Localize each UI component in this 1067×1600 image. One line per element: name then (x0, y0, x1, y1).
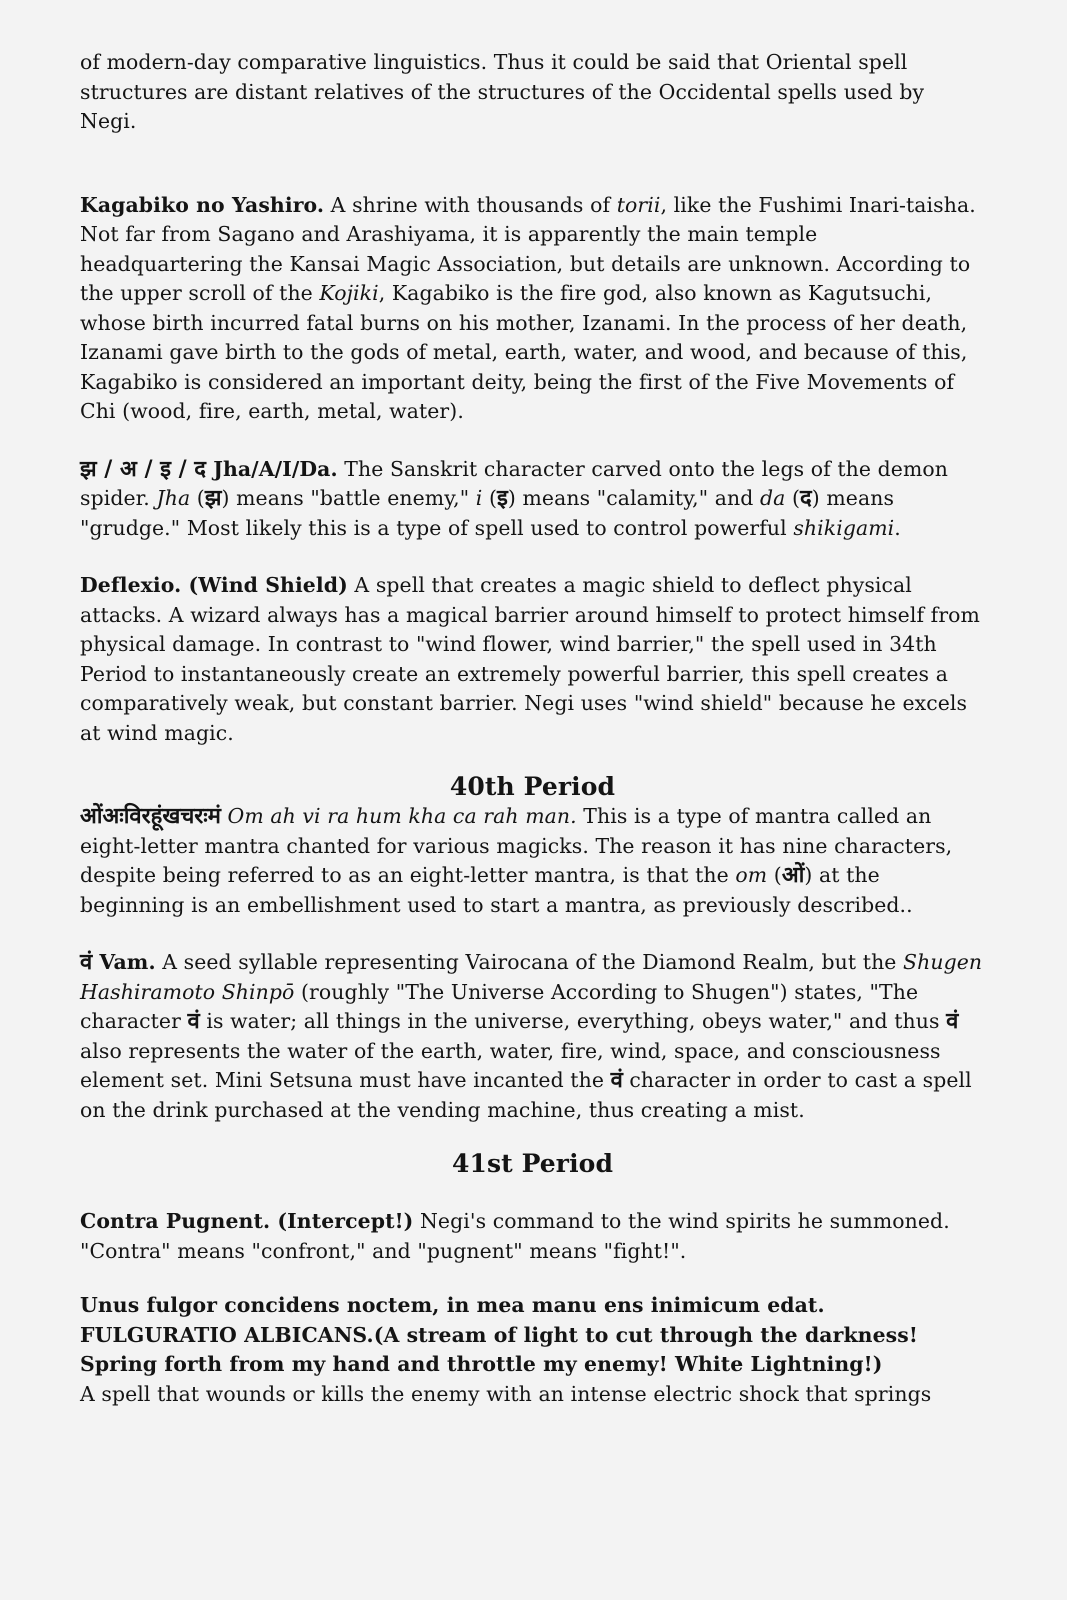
jha-text-c: ) means "battle enemy," (221, 486, 476, 510)
da-word: da (759, 486, 786, 510)
kagabiko-text-a: A shrine with thousands of (324, 192, 617, 217)
kagabiko-term: Kagabiko no Yashiro. (80, 192, 325, 217)
vam-text-d: also represents the water of the earth, water, fire, wind, space, and consciousness element set. Mini Setsuna must have incanted the (80, 1038, 941, 1092)
vam-text-b: (roughly "The Universe According to Shugen") states, "The character (80, 979, 919, 1033)
kagabiko-text-b: , like the Fushimi Inari-taisha. Not far from Sagano and Arashiyama, it is apparently the main temple headquartering the Kansai Magic Association, but details are unknown. According to the upper scroll of the (80, 192, 976, 305)
om-glyph: ओं (781, 862, 805, 888)
vam-text-c: is water; all things in the universe, everything, obeys water," and thus (199, 1009, 947, 1033)
unus-line-3: Spring forth from my hand and throttle my enemy! White Lightning!) (80, 1352, 883, 1376)
mantra-text-b: ( (767, 863, 782, 887)
shikigami-word: shikigami (793, 515, 895, 540)
vam-book-title: Shugen Hashiramoto Shinpō (80, 950, 983, 1004)
vam-glyph: वं (80, 949, 93, 975)
contra-entry (80, 1207, 985, 1266)
mantra-text-a: This is a type of mantra called an eight-letter mantra chanted for various magicks. The reason it has nine characters, despite being referred to as an eight-letter mantra, is that the (80, 804, 953, 887)
period-41-heading: 41st Period (451, 1149, 614, 1178)
i-word: i (475, 486, 483, 510)
vam-entry (80, 948, 985, 1125)
i-glyph: इ (497, 485, 508, 511)
mantra-romanized: Om ah vi ra hum kha ca rah man. (227, 804, 577, 828)
jha-text-e: ) means "calamity," and (507, 486, 760, 510)
jha-text-b: ( (190, 486, 205, 510)
period-40-heading: 40th Period (449, 772, 616, 801)
unus-text: A spell that wounds or kills the enemy with an intense electric shock that springs (80, 1381, 932, 1406)
jha-entry (80, 455, 985, 544)
jha-text-h: . (894, 515, 901, 540)
jha-text-g: ) means "grudge." Most likely this is a type of spell used to control powerful (80, 486, 895, 540)
vam-text-e: character in order to cast a spell on the drink purchased at the vending machine, thus creating a mist. (80, 1068, 972, 1122)
mantra-glyphs: ओंअःविरहूंखचरःमं (80, 803, 221, 829)
mantra-entry (80, 802, 985, 920)
deflexio-term: Deflexio. (Wind Shield) (80, 573, 348, 597)
vam-glyph-4: वं (610, 1067, 623, 1093)
unus-line-2: FULGURATIO ALBICANS.(A stream of light to cut through the darkness! (80, 1322, 918, 1347)
jha-glyph: झ (204, 485, 222, 511)
contra-term: Contra Pugnent. (Intercept!) (80, 1209, 414, 1233)
jha-a-i-da-glyphs: झ / अ / इ / द (80, 455, 206, 482)
kagabiko-kojiki: Kojiki (319, 281, 379, 305)
jha-text-a: The Sanskrit character carved onto the legs of the demon spider. (80, 456, 949, 510)
om-word: om (735, 863, 768, 887)
jha-word: Jha (156, 486, 191, 510)
contra-text: Negi's command to the wind spirits he summoned. "Contra" means "confront," and "pugnent" means "fight!". (80, 1209, 950, 1263)
jha-text-d: ( (482, 486, 498, 510)
deflexio-text: A spell that creates a magic shield to deflect physical attacks. A wizard always has a magical barrier around himself to protect himself from physical damage. In contrast to "wind flower, wind barrier," the spell used in 34th Period to instantaneously create an extremely powerful barrier, this spell creates a comparatively weak, but constant barrier. Negi uses "wind shield" because he excels at wind magic. (80, 573, 980, 745)
vam-text-a: A seed syllable representing Vairocana of the Diamond Realm, but the (155, 950, 904, 974)
jha-term: Jha/A/I/Da. (206, 456, 338, 481)
kagabiko-torii: torii (616, 192, 661, 217)
unus-entry (80, 1291, 985, 1409)
unus-line-1: Unus fulgor concidens noctem, in mea manu ens inimicum edat. (80, 1293, 825, 1317)
mantra-text-c: ) at the beginning is an embellishment used to start a mantra, as previously described.. (80, 863, 913, 917)
intro-paragraph: of modern-day comparative linguistics. Thus it could be said that Oriental spell structures are distant relatives of the structures of the Occidental spells used by Negi. (80, 50, 925, 133)
glossary-page (80, 48, 985, 1409)
kagabiko-text-c: , Kagabiko is the fire god, also known as Kagutsuchi, whose birth incurred fatal burns on his mother, Izanami. In the process of her death, Izanami gave birth to the gods of metal, earth, water, and wood, and because of this, Kagabiko is considered an important deity, being the first of the Five Movements of Chi (wood, fire, earth, metal, water). (80, 281, 968, 423)
vam-glyph-3: वं (946, 1008, 959, 1034)
jha-text-f: ( (785, 486, 801, 510)
deflexio-entry (80, 571, 985, 748)
da-glyph: द (800, 485, 812, 511)
kagabiko-entry (80, 191, 985, 427)
vam-term: Vam. (92, 950, 156, 974)
vam-glyph-2: वं (187, 1008, 200, 1034)
